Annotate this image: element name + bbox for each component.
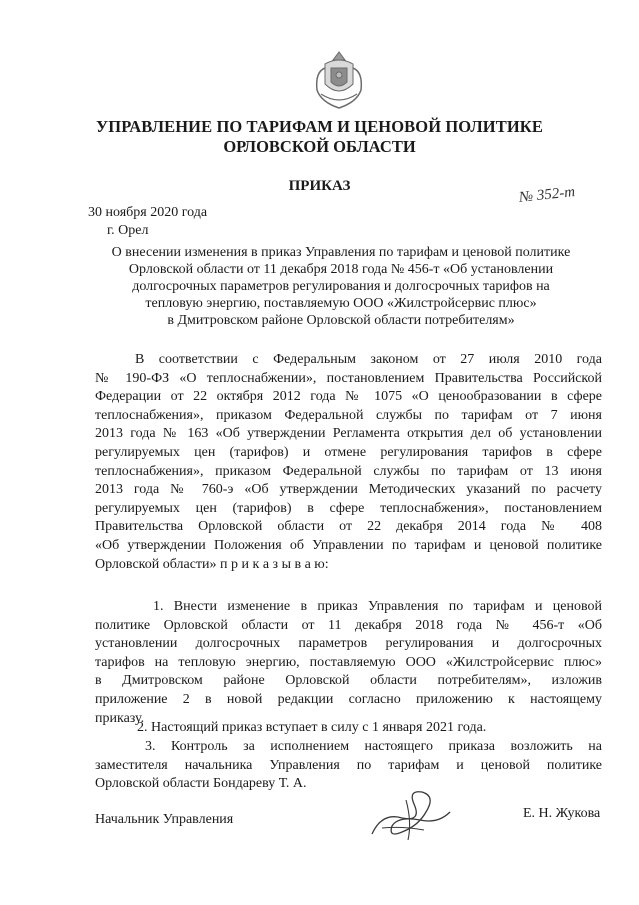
document-date: 30 ноября 2020 года <box>88 205 208 220</box>
order-item-line: тарифов на тепловую энергию, поставляемую ООО «Жилстройсервис плюс» <box>95 654 602 670</box>
subject-line: долгосрочных параметров регулирования и долгосрочных тарифов на <box>132 279 550 294</box>
order-item-line: приложение 2 в новой редакции согласно приложению к настоящему <box>95 691 602 707</box>
subject-line: Орловской области от 11 декабря 2018 года № 456-т «Об установлении <box>128 262 554 277</box>
preamble-line: «Об утверждении Положения об Управлении по тарифам и ценовой политике <box>95 537 602 553</box>
signatory-position: Начальник Управления <box>95 812 234 827</box>
preamble-line: Правительства Орловской области от 22 декабря 2014 года № 408 <box>95 519 602 535</box>
document-type: ПРИКАЗ <box>288 178 351 194</box>
document-city: г. Орел <box>107 223 149 238</box>
preamble-line: теплоснабжения», приказом Федеральной службы по тарифам от 13 июня <box>95 463 602 479</box>
preamble-line: Федерации от 22 октября 2012 года № 1075 «О ценообразовании в сфере <box>95 389 602 405</box>
order-item-line: 3. Контроль за исполнением настоящего приказа возложить на <box>145 739 602 754</box>
order-item-line: Орловской области Бондареву Т. А. <box>95 776 307 792</box>
document-number: № 352-т <box>518 184 576 206</box>
order-item-line: 1. Внести изменение в приказ Управления по тарифам и ценовой <box>153 599 602 614</box>
preamble-line: теплоснабжения», приказом Федеральной службы по тарифам от 7 июня <box>95 407 602 423</box>
preamble-line: В соответствии с Федеральным законом от 27 июля 2010 года <box>135 352 602 367</box>
preamble-line: 2013 года № 163 «Об утверждении Регламента открытия дел об установлении <box>95 426 602 442</box>
order-item-line: приказу. <box>95 710 145 726</box>
preamble-line: 2013 года № 760-э «Об утверждении Методических указаний по расчету <box>95 482 602 498</box>
order-item-line: в Дмитровском районе Орловской области потребителям», изложив <box>95 673 602 689</box>
order-item-3 <box>95 738 602 794</box>
preamble-line: № 190-ФЗ «О теплоснабжении», постановлением Правительства Российской <box>95 370 602 386</box>
document-subject <box>56 244 626 329</box>
order-item-line: установлении долгосрочных параметров регулирования и долгосрочных <box>95 636 602 652</box>
preamble-paragraph <box>95 351 602 574</box>
organization-name-line2: ОРЛОВСКОЙ ОБЛАСТИ <box>223 137 416 156</box>
organization-name-line1: УПРАВЛЕНИЕ ПО ТАРИФАМ И ЦЕНОВОЙ ПОЛИТИКЕ <box>96 117 543 136</box>
subject-line: в Дмитровском районе Орловской области потребителям» <box>167 313 515 328</box>
preamble-line: регулируемых цен (тарифов) в сфере теплоснабжения», постановлением <box>95 500 602 516</box>
coat-of-arms-icon <box>311 50 367 112</box>
preamble-line: Орловской области» п р и к а з ы в а ю: <box>95 556 329 572</box>
order-item-line: политике Орловской области от 11 декабря 2018 года № 456-т «Об <box>95 617 602 633</box>
signatory-name: Е. Н. Жукова <box>523 806 601 821</box>
subject-line: тепловую энергию, поставляемую ООО «Жилстройсервис плюс» <box>145 296 537 311</box>
order-item-line: заместителя начальника Управления по тарифам и ценовой политике <box>95 757 602 773</box>
preamble-line: регулируемых цен (тарифов) и отмене регулирования тарифов в сфере <box>95 444 602 460</box>
order-item-1 <box>95 598 602 728</box>
order-item-2: 2. Настоящий приказ вступает в силу с 1 января 2021 года. <box>137 720 487 735</box>
subject-line: О внесении изменения в приказ Управления по тарифам и ценовой политике <box>111 245 571 260</box>
signature-image <box>362 782 457 844</box>
